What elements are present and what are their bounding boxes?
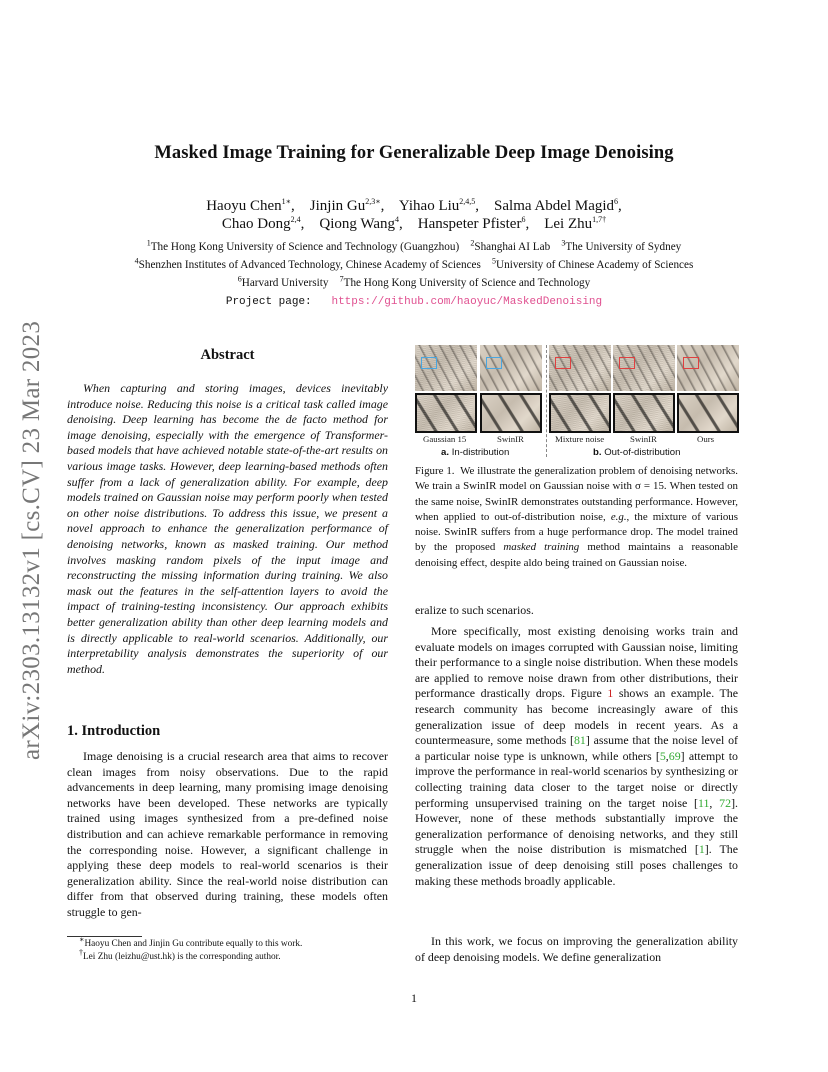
citation[interactable]: 81 bbox=[573, 733, 586, 748]
project-link[interactable]: https://github.com/haoyuc/MaskedDenoising bbox=[331, 296, 603, 308]
paragraph-specifics: More specifically, most existing denoising works train and evaluate models on images corrupted with Gaussian noise, limiting their performance to a single noise distribution. When these models are applied to remove noise drawn from other distributions, their performance drastically drops. Figure 1 shows an example. The research community has become increasingly aware of this generalization issue of deep models in recent years. As a countermeasure, some methods [81] assume that the noise level of a particular noise type is unknown, while others [5,69] attempt to improve the performance in real-world scenarios by synthesizing or collecting training data closer to the target noise or directly performing unsupervised training on the target noise [11, 72]. However, none of these methods substantially improve the generalization performance of denoising networks, and they still struggle when the noise distribution is mismatched [1]. The generalization issue of deep denoising still poses challenges to making these methods broadly applicable. bbox=[415, 624, 738, 888]
figure-label: Mixture noise bbox=[555, 434, 605, 444]
project-page bbox=[0, 296, 828, 308]
citation[interactable]: 11 bbox=[697, 795, 710, 810]
affiliation-line-2: $^4$Shenzhen Institutes of Advanced Technology, Chinese Academy of Sciences $^5$University of Chinese Academy of Sciences bbox=[134, 256, 694, 271]
author: Qiong Wang$^4$ bbox=[319, 215, 399, 232]
figure-label: SwinIR bbox=[630, 434, 657, 444]
figure-zoom-gaussian bbox=[415, 393, 477, 433]
figure-ref[interactable]: 1 bbox=[607, 686, 614, 701]
citation[interactable]: 69 bbox=[668, 748, 681, 763]
figure-divider bbox=[546, 345, 547, 457]
author: Salma Abdel Magid$^6$ bbox=[494, 197, 619, 214]
paper-title: Masked Image Training for Generalizable Deep Image Denoising bbox=[154, 143, 674, 163]
footnote: ∗Haoyu Chen and Jinjin Gu contribute equally to this work. bbox=[79, 934, 303, 949]
figure-label: Gaussian 15 bbox=[423, 434, 467, 444]
figure-caption: Figure 1. We illustrate the generalization problem of denoising networks. We train a SwinIR model on Gaussian noise with σ = 15. When tested on the same noise, SwinIR demonstrates outstanding performance. However, when applied to out-of-distribution noise, e.g., the mixture of various noise. SwinIR suffers from a huge performance drop. The model trained by the proposed masked training method maintains a reasonable denoising effect, despite aldo being trained on Gaussian noise. bbox=[415, 465, 739, 569]
figure-zoom-swinir-out bbox=[613, 393, 675, 433]
figure-zoom-swinir-in bbox=[480, 393, 542, 433]
figure-thumb-swinir-out bbox=[613, 345, 675, 391]
author: Hanspeter Pfister$^6$ bbox=[417, 215, 526, 232]
figure-thumb-ours bbox=[677, 345, 739, 391]
intro-paragraph: Image denoising is a crucial research area that aims to recover clean images from noisy observations. Due to the rapid advancements in deep learning, many promising image denoising networks have been developed. These networks are typically trained using images synthesized from a pre-defined noise distribution and can achieve remarkable performance in removing the corresponding noise. However, a significant challenge in applying these deep models to real-world scenarios is their generalization ability. Since the real-world noise distribution can differ from that observed during training, these models often struggle to gen- bbox=[67, 749, 388, 919]
footnotes bbox=[67, 934, 388, 964]
author: Yihao Liu$^{2,4,5}$ bbox=[398, 197, 476, 214]
figure-1 bbox=[415, 345, 739, 462]
figure-subcaption-a: a. In-distribution bbox=[441, 447, 510, 458]
author: Haoyu Chen$^{1∗}$ bbox=[206, 197, 292, 214]
citation[interactable]: 72 bbox=[719, 795, 732, 810]
figure-label: Ours bbox=[697, 434, 715, 444]
citation[interactable]: 5 bbox=[659, 748, 666, 763]
author-line-1: Haoyu Chen$^{1∗}$, Jinjin $Gu^{2,3∗}$, Yihao Liu$^{2,4,5}$, Salma Abdel Magid$^6$, bbox=[206, 197, 622, 214]
figure-thumb-gaussian bbox=[415, 345, 477, 391]
abstract-text: When capturing and storing images, devices inevitably introduce noise. Reducing this noise is a critical task called image denoising. Deep learning has become the de facto method for image denoising, especially with the emergence of Transformer-based models that have achieved notable state-of-the-art results on various image tasks. However, deep learning-based methods often suffer from a lack of generalization ability. For example, deep models trained on Gaussian noise may perform poorly when tested on other noise distributions. To address this issue, we present a novel approach to enhance the generalization performance of denoising networks, known as masked training. Our method involves masking random pixels of the input image and reconstructing the missing information during training. We also mask out the features in the self-attention layers to avoid the impact of training-testing inconsistency. Our approach exhibits better generalization ability than other deep learning models and is directly applicable to real-world scenarios. Additionally, our interpretability analysis demonstrates the superiority of our method. bbox=[67, 381, 388, 676]
figure-thumb-swinir-in bbox=[480, 345, 542, 391]
paragraph-continuation: eralize to such scenarios. bbox=[415, 603, 534, 617]
citation[interactable]: 1 bbox=[698, 842, 705, 857]
affiliation-line-1: $^1$The Hong Kong University of Science and Technology (Guangzhou) $^2$Shanghai AI Lab $^3$The University of Sydney bbox=[146, 238, 682, 253]
figure-zoom-mixture bbox=[549, 393, 611, 433]
figure-label: SwinIR bbox=[497, 434, 524, 444]
affiliation-line-3: $^6$Harvard University $^7$The Hong Kong University of Science and Technology bbox=[237, 274, 591, 289]
paragraph-this-work: In this work, we focus on improving the generalization ability of deep denoising models. We define generalization bbox=[415, 934, 738, 964]
author: Jinjin $Gu^{2,3∗}$ bbox=[309, 197, 381, 214]
author-line-2: Chao Dong$^{2,4}$, Qiong Wang$^4$, Hanspeter Pfister$^6$, Lei Zhu$^{1,7\dagger}$ bbox=[221, 215, 607, 232]
project-label: Project page: bbox=[225, 296, 312, 308]
author: Chao Dong$^{2,4}$ bbox=[221, 215, 301, 232]
figure-subcaption-b: b. Out-of-distribution bbox=[593, 447, 681, 458]
abstract-heading: Abstract bbox=[200, 347, 255, 363]
footnote: †Lei Zhu (leizhu@ust.hk) is the corresponding author. bbox=[79, 947, 281, 962]
author: Lei Zhu$^{1,7\dagger}$ bbox=[544, 215, 607, 232]
page-number: 1 bbox=[411, 991, 417, 1005]
figure-zoom-ours bbox=[677, 393, 739, 433]
figure-thumb-mixture bbox=[549, 345, 611, 391]
section-heading-introduction: 1. Introduction bbox=[67, 723, 161, 739]
arxiv-stamp: arXiv:2303.13132v1 [cs.CV] 23 Mar 2023 bbox=[18, 320, 45, 760]
